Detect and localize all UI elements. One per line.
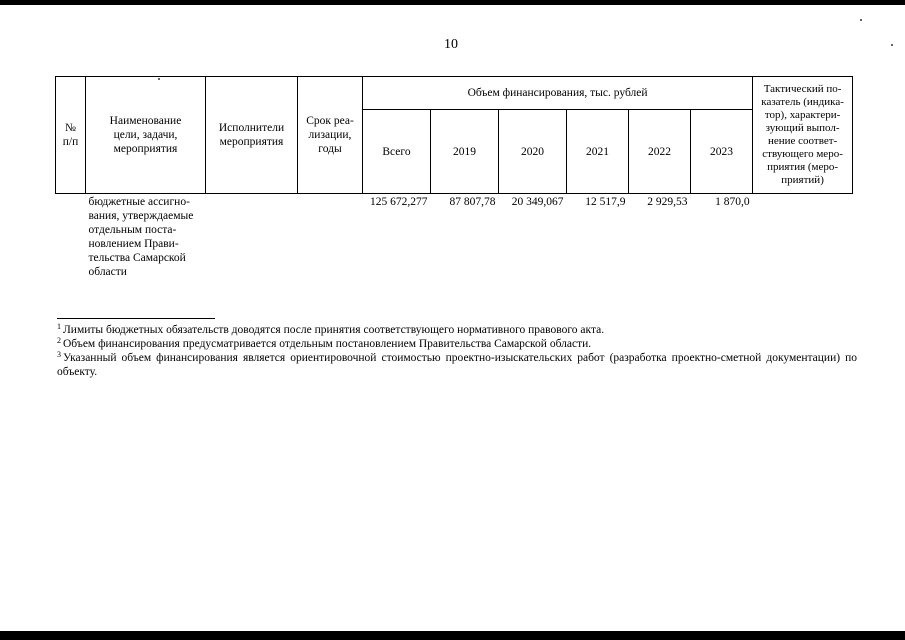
cell-name: бюджетные ассигно- вания, утверждаемые отдельным поста- новлением Прави- тельства Самарской области: [88, 196, 194, 278]
header-tactical-indicator: Тактический по- казатель (индика- тор), характери- зующий выпол- нение соответ- ствующего меро- приятия (меро- приятий): [753, 77, 853, 194]
table-row: [56, 194, 853, 281]
cell-year-value: 1 870,0: [715, 196, 750, 208]
footnote: [57, 351, 857, 379]
scan-speck: [891, 44, 893, 46]
cell-total: 125 672,277: [370, 196, 428, 208]
page-number: 10: [444, 37, 458, 52]
footnote-text: Объем финансирования предусматривается отдельным постановлением Правительства Самарской области.: [63, 338, 592, 350]
footnote-mark: 2: [57, 336, 61, 345]
scan-bottom-border: [0, 631, 905, 640]
scan-top-border: [0, 0, 905, 5]
footnote-text: Лимиты бюджетных обязательств доводятся после принятия соответствующего нормативного правового акта.: [63, 324, 605, 336]
header-term: Срок реа- лизации, годы: [298, 77, 363, 194]
cell-term: [298, 194, 363, 281]
cell-executors: [206, 194, 298, 281]
funding-table: [55, 76, 853, 280]
header-year: 2021: [567, 110, 629, 194]
header-year: 2023: [691, 110, 753, 194]
header-name: Наименование цели, задачи, мероприятия: [86, 77, 206, 194]
cell-year-value: 20 349,067: [511, 196, 564, 208]
header-no: № п/п: [56, 77, 86, 194]
cell-year-value: 2 929,53: [647, 196, 688, 208]
cell-year-value: 12 517,9: [585, 196, 626, 208]
cell-year-value: 87 807,78: [449, 196, 496, 208]
header-year: 2020: [499, 110, 567, 194]
cell-no: [56, 194, 86, 281]
header-year: 2019: [431, 110, 499, 194]
cell-tactical: [753, 194, 853, 281]
footnotes: [57, 323, 857, 379]
footnote: [57, 337, 857, 351]
header-funding: Объем финансирования, тыс. рублей: [363, 77, 753, 110]
scan-speck: [860, 19, 862, 21]
header-total: Всего: [363, 110, 431, 194]
footnote-mark: 1: [57, 322, 61, 331]
header-executors: Исполнители мероприятия: [206, 77, 298, 194]
footnote: [57, 323, 857, 337]
footnote-separator: [57, 318, 215, 319]
footnote-mark: 3: [57, 350, 61, 359]
footnote-text: Указанный объем финансирования является ориентировочной стоимостью проектно-изыскательских работ (разработка проектно-сметной документации) по объекту.: [57, 352, 857, 378]
header-year: 2022: [629, 110, 691, 194]
